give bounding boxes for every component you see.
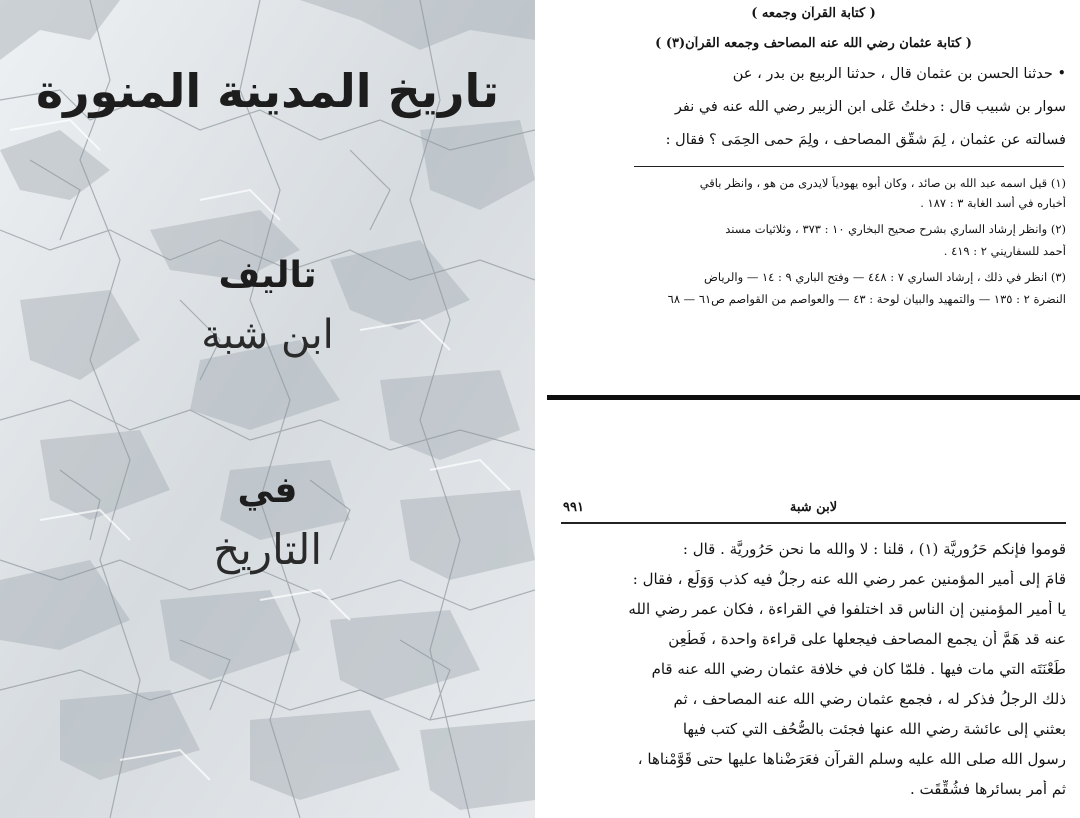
page-scan-top [547, 0, 1080, 395]
text-line: بعثني إلى عائشة رضي الله عنها فجئت بالصُّحُف التي كتب فيها [682, 720, 1066, 738]
text-line: ذلك الرجلُ فذكر له ، فجمع عثمان رضي الله عنه المصاحف ، ثم [673, 690, 1066, 708]
footnote-line: (٣) انظر في ذلك ، إرشاد الساري ٧ : ٤٤٨ — وفتح الباري ٩ : ١٤ — والرياض [703, 270, 1066, 284]
footnote-line: أحمد للسفاريني ٢ : ٤١٩ . [943, 244, 1066, 258]
cover-author-label: تاليف [218, 255, 317, 296]
running-head [563, 500, 1064, 520]
book-cover [0, 0, 535, 818]
footnote-rule [634, 166, 1064, 167]
text-line: سوار بن شبيب قال : دخلتُ عَلَى ابن الزبير رضي الله عنه في نفر [674, 99, 1066, 115]
cracked-ice-texture [0, 0, 535, 818]
section-heading: ( كتابة القرآن وجمعه ) [751, 6, 876, 21]
cover-subject: التاريخ [212, 525, 323, 574]
cover-author: ابن شبة [201, 312, 334, 358]
section-subheading: ( كتابة عثمان رضي الله عنه المصاحف وجمعه القرآن(٣) ) [655, 36, 972, 51]
page-scan-bottom [547, 400, 1080, 818]
page-number: ٩٩١ [563, 500, 584, 515]
footnote-line: أخباره في أسد الغابة ٣ : ١٨٧ . [920, 196, 1066, 210]
gutter [535, 0, 547, 818]
text-line: فسألته عن عثمان ، لِمَ شقَّق المصاحف ، ولِمَ حمى الحِمَى ؟ فقال : [665, 132, 1066, 148]
text-line: قوموا فإنكم حَرُورِيَّة (١) ، قلنا : لا والله ما نحن حَرُورِيَّة . قال : [682, 540, 1066, 558]
text-line: قامَ إلى أمير المؤمنين عمر رضي الله عنه رجلٌ فيه كذب وَوَلَع ، فقال : [632, 570, 1066, 588]
text-line: ثم أمر بسائرها فشُقِّقَت . [910, 780, 1066, 798]
footnote-line: (٢) وانظر إرشاد الساري بشرح صحيح البخاري ١٠ : ٣٧٣ ، وثلاثيات مسند [725, 222, 1066, 236]
running-title: لابن شبة [789, 500, 838, 515]
text-line: يا أمير المؤمنين إن الناس قد اختلفوا في القراءة ، فكان عمر رضي الله [628, 600, 1066, 618]
text-line: طَعْنَتَه التي مات فيها . فلمّا كان في خلافة عثمان رضي الله عنه قام [651, 660, 1066, 678]
running-head-rule [561, 522, 1066, 524]
footnote-line: (١) قيل اسمه عبد الله بن صائد ، وكان أبوه يهودياً لايدرى من هو ، وانظر باقي [699, 176, 1066, 190]
text-line: عنه قد هَمَّ أن يجمع المصاحف فيجعلها على قراءة واحدة ، فَطُعِن [668, 630, 1066, 648]
text-line: • حدثنا الحسن بن عثمان قال ، حدثنا الربيع بن بدر ، عن [732, 66, 1066, 82]
footnote-line: النضرة ٢ : ١٣٥ — والتمهيد والبيان لوحة : ٤٣ — والعواصم من القواصم ص٦١ — ٦٨ [667, 292, 1066, 306]
text-line: رسول الله صلى الله عليه وسلم القرآن فعَرَضْناها عليها حتى قَوَّمْناها ، [637, 750, 1066, 768]
cover-in-label: في [237, 470, 298, 511]
cover-title: تاريخ المدينة المنورة [35, 64, 499, 118]
